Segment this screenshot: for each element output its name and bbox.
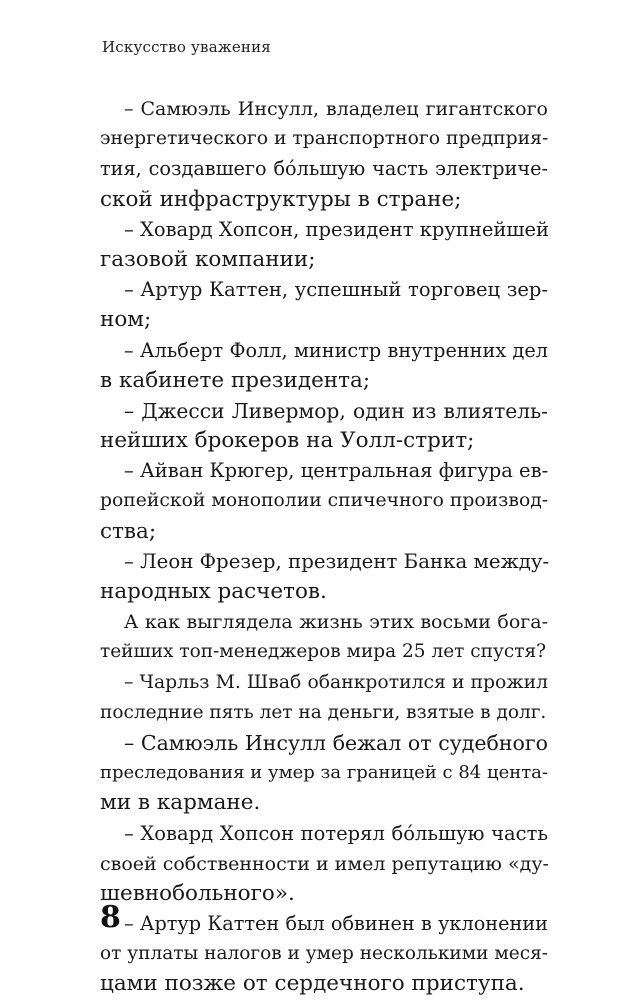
text-line: ми в кармане. [100,790,261,816]
running-header-title: Искусство уважения [102,38,271,56]
text-line: – Альберт Фолл, министр внутренних дел [124,338,548,362]
text-line: – Чарльз М. Шваб обанкротился и прожил [124,671,548,693]
text-line: в кабинете президента; [100,367,371,393]
text-line: – Джесси Ливермор, один из влиятель- [124,398,548,423]
page-number: 8 [100,900,121,935]
text-line: своей собственности и имел репутацию «ду- [100,852,549,875]
text-line: последние пять лет на деньги, взятые в долг. [100,701,547,723]
text-line: ства; [100,518,157,544]
body-text [100,94,548,1000]
text-line: ном; [100,307,152,333]
text-line: нейших брокеров на Уолл-стрит; [100,428,475,454]
text-line: народных расчетов. [100,579,327,604]
text-line: – Айван Крюгер, центральная фигура ев- [124,459,549,483]
text-line: ропейской монополии спичечного производ- [100,490,549,512]
text-line: тейших топ-менеджеров мира 25 лет спустя? [100,641,547,663]
text-line: – Самюэль Инсулл бежал от судебного [124,730,548,755]
text-line: цами позже от сердечного приступа. [100,971,525,997]
text-line: от уплаты налогов и умер несколькими меся- [100,943,548,965]
text-line: преследования и умер за границей с 84 цента- [100,762,548,784]
text-line: тия, создавшего бо́льшую часть электриче- [100,157,548,181]
text-line: – Самюэль Инсулл, владелец гигантского [124,98,548,120]
text-line: энергетического и транспортного предприя- [100,128,549,150]
text-line: – Артур Каттен, успешный торговец зер- [124,278,548,302]
text-line: шевнобольного». [100,880,295,906]
text-line: – Артур Каттен был обвинен в уклонении [124,912,548,936]
text-line: ской инфраструктуры в стране; [100,186,462,212]
text-line: – Леон Фрезер, президент Банка между- [124,549,550,573]
text-line: – Ховард Хопсон потерял бо́льшую часть [124,821,548,845]
text-line: – Ховард Хопсон, президент крупнейшей [124,217,550,241]
text-line: газовой компании; [100,246,316,272]
text-line: А как выглядела жизнь этих восьми бога- [124,611,548,634]
